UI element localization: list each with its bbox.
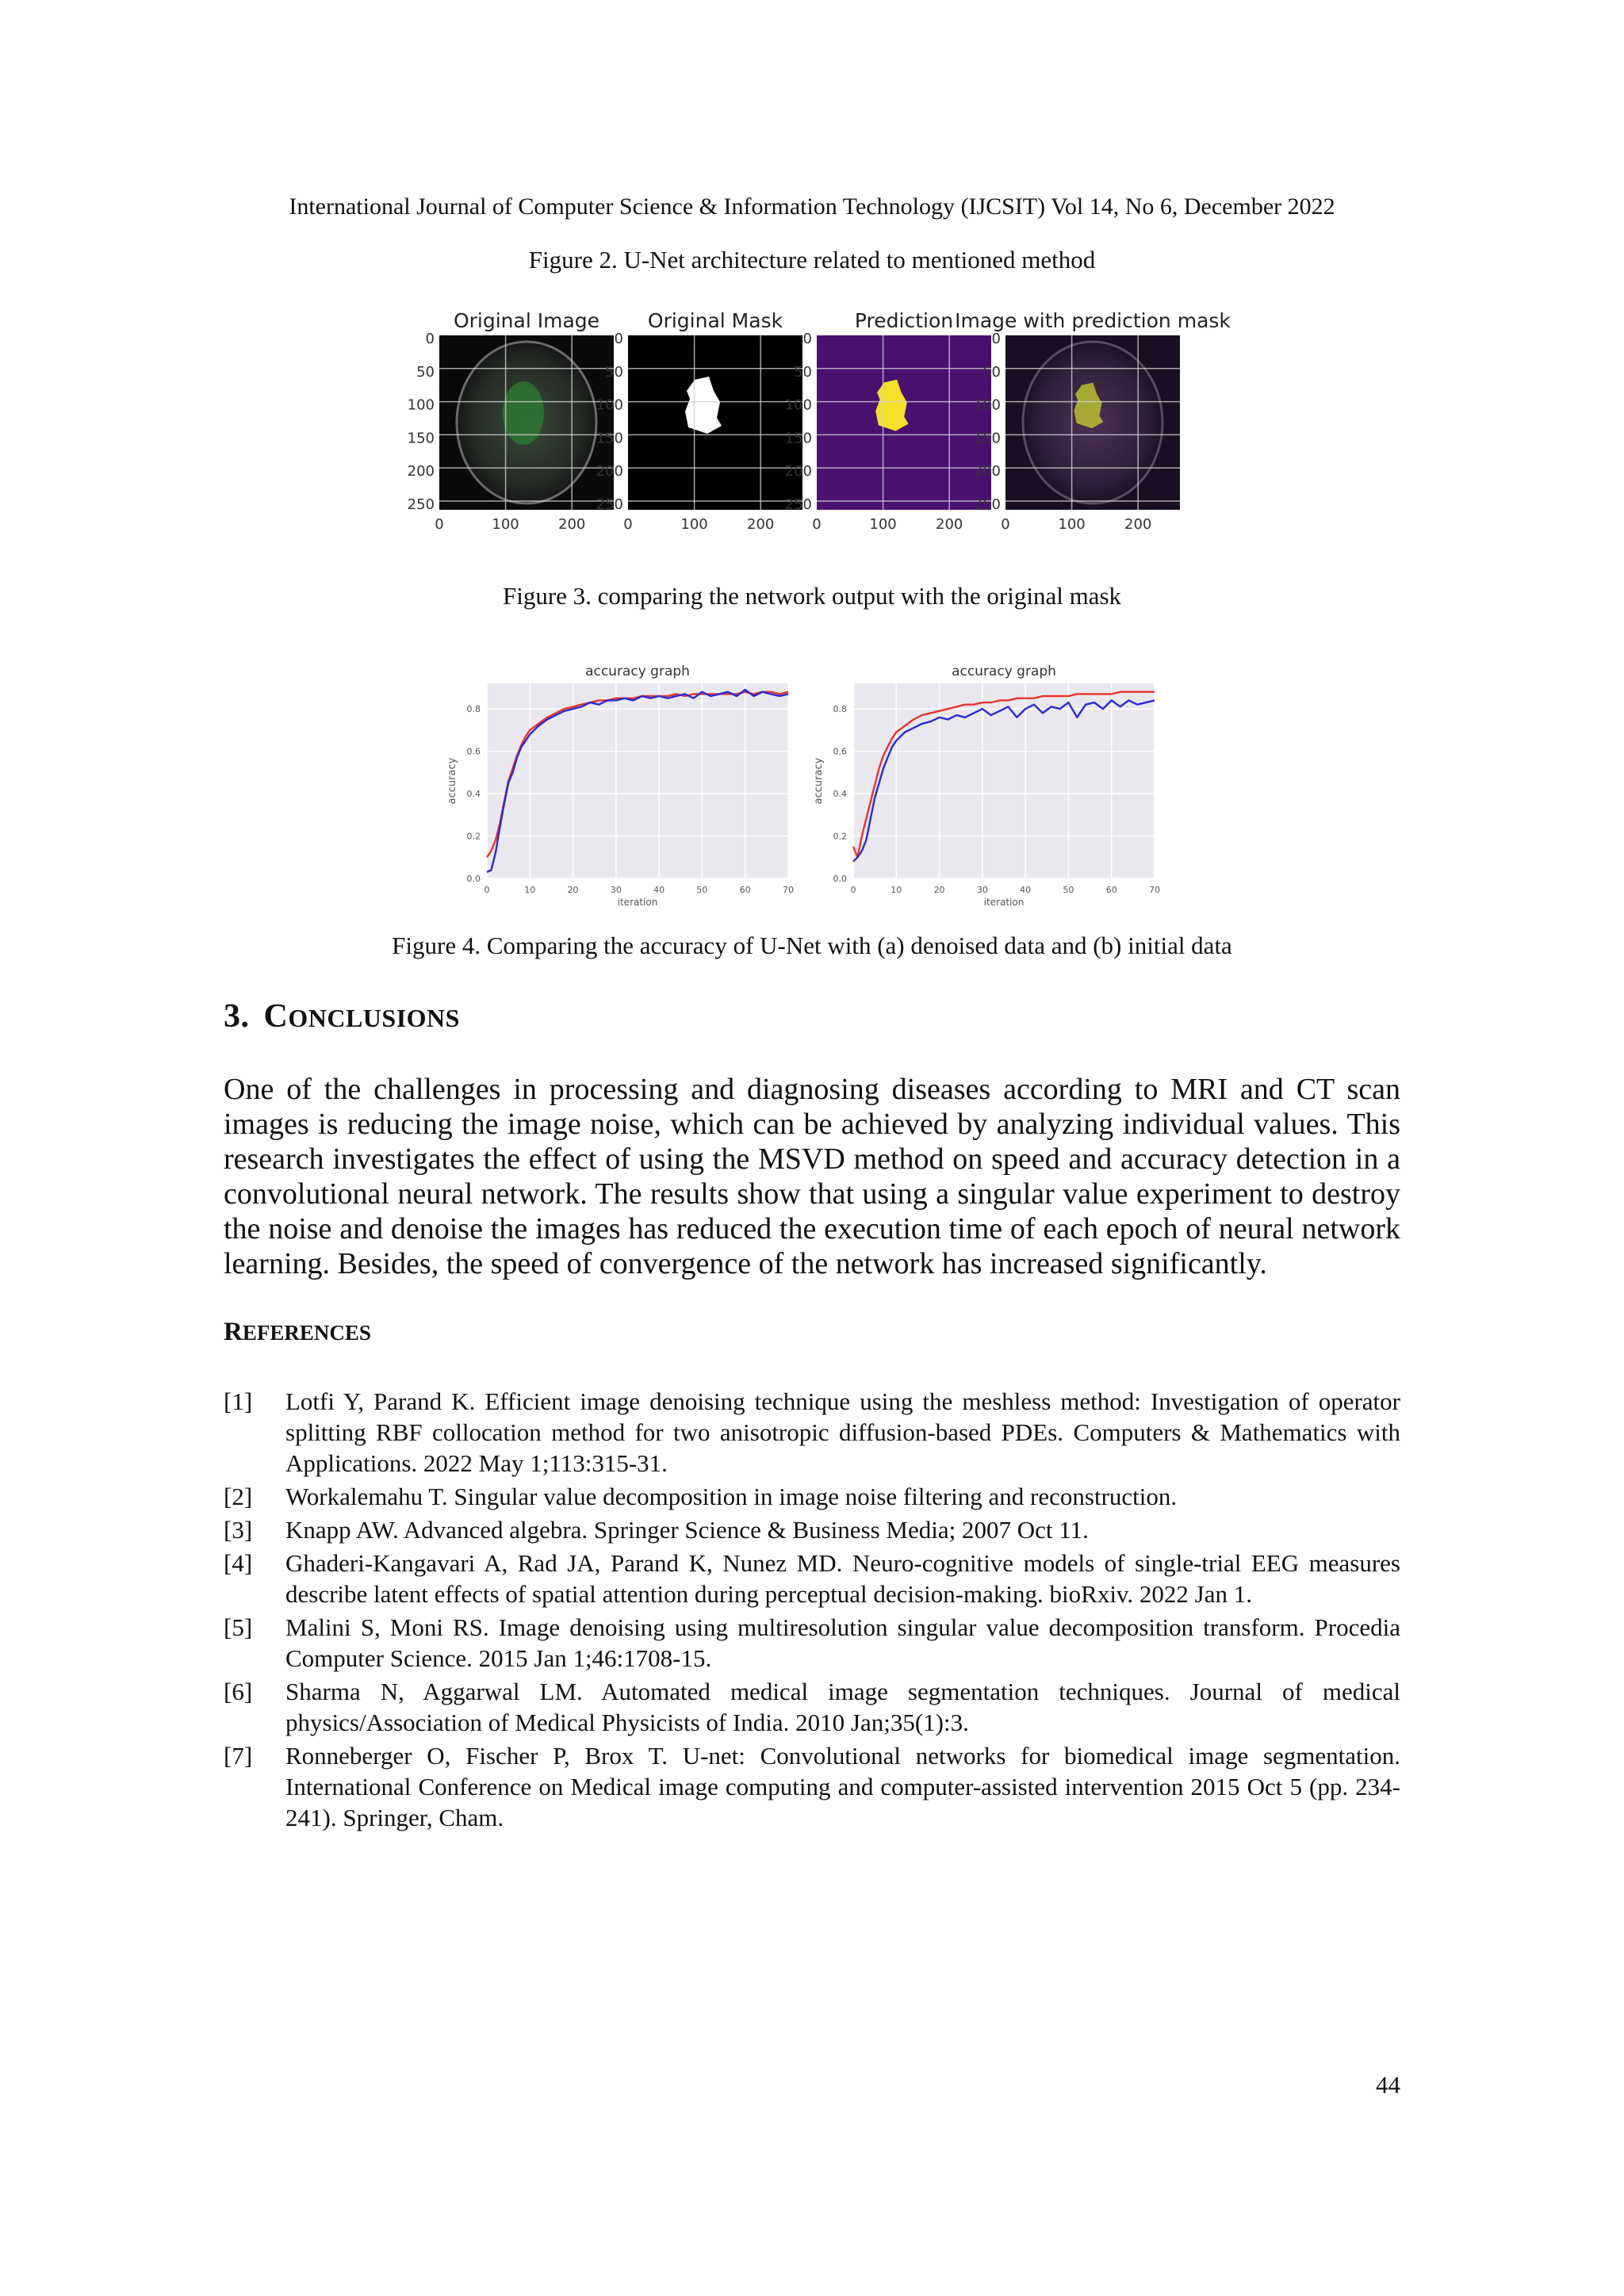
plot-area <box>487 683 788 878</box>
x-tick-label: 0 <box>435 516 444 533</box>
reference-item <box>224 1676 1400 1738</box>
y-tick-label: 0.4 <box>833 789 847 800</box>
y-axis-label: accuracy <box>813 757 825 805</box>
plot-area <box>853 683 1155 878</box>
y-tick-label: 150 <box>596 430 623 447</box>
y-tick-label: 0 <box>802 331 812 347</box>
x-tick-label: 200 <box>558 516 586 533</box>
y-tick-label: 50 <box>982 363 1001 381</box>
section-title-initial: C <box>263 998 289 1035</box>
y-tick-label: 250 <box>784 496 812 513</box>
figure3-panel <box>785 309 991 533</box>
y-tick-label: 50 <box>794 363 812 381</box>
reference-text: Malini S, Moni RS. Image denoising using multiresolution singular value decomposition transform. Procedia Computer Science. 2015 Jan 1;46:1708-15. <box>285 1613 1400 1672</box>
x-tick-label: 10 <box>524 885 536 895</box>
reference-text: Lotfi Y, Parand K. Efficient image denoising technique using the meshless method: Investigation of operator splitting RBF collocation method for two anisotropic diffusion-based PDEs. Computers & Mathematics with Applications. 2022 May 1;113:315-31. <box>285 1387 1400 1477</box>
section-title-rest: ONCLUSIONS <box>288 1004 460 1032</box>
y-tick-label: 0.2 <box>466 831 481 842</box>
y-tick-label: 150 <box>407 430 435 447</box>
y-tick-label: 0 <box>614 331 623 347</box>
figure3-caption: Figure 3. comparing the network output with the original mask <box>502 582 1122 610</box>
x-tick-label: 20 <box>567 885 579 895</box>
y-tick-label: 0.6 <box>833 746 847 757</box>
accuracy-chart-b <box>813 664 1160 908</box>
reference-number: [3] <box>224 1516 253 1544</box>
x-tick-label: 0 <box>484 885 490 895</box>
references-list <box>224 1386 1400 1835</box>
x-tick-label: 100 <box>1058 516 1086 533</box>
x-tick-label: 40 <box>653 885 665 895</box>
y-axis-label: accuracy <box>446 757 458 805</box>
reference-text: Ronneberger O, Fischer P, Brox T. U-net: Convolutional networks for biomedical image segmentation. International Conference on Medical image computing and computer-assisted intervention 2015 Oct 5 (pp. 234-241). Springer, Cham. <box>285 1742 1400 1831</box>
y-tick-label: 0.6 <box>466 746 481 757</box>
figure2-caption: Figure 2. U-Net architecture related to mentioned method <box>528 246 1096 274</box>
y-tick-label: 250 <box>596 496 623 513</box>
figure4-caption: Figure 4. Comparing the accuracy of U-Net with (a) denoised data and (b) initial data <box>392 932 1232 959</box>
figure4-charts <box>435 655 1164 916</box>
y-tick-label: 0 <box>991 331 1001 347</box>
x-tick-label: 0 <box>1001 516 1010 533</box>
y-tick-label: 100 <box>784 396 812 414</box>
x-tick-label: 30 <box>610 885 622 895</box>
x-tick-label: 100 <box>680 516 708 533</box>
reference-item <box>224 1548 1400 1609</box>
y-tick-label: 0.2 <box>833 831 847 842</box>
y-tick-label: 100 <box>973 396 1001 414</box>
panel-title: Original Image <box>453 309 600 332</box>
y-tick-label: 0.8 <box>833 704 847 715</box>
references-heading-rest: EFERENCES <box>242 1321 371 1345</box>
y-tick-label: 0.0 <box>466 874 481 884</box>
x-tick-label: 0 <box>623 516 633 533</box>
y-tick-label: 50 <box>416 363 435 381</box>
x-axis-label: iteration <box>617 897 658 908</box>
running-header: International Journal of Computer Science & Information Technology (IJCSIT) Vol 14, No 6, December 2022 <box>289 193 1335 220</box>
y-tick-label: 200 <box>973 463 1001 480</box>
figure3-panel <box>596 309 802 533</box>
reference-item <box>224 1612 1400 1674</box>
page-number: 44 <box>1376 2071 1400 2099</box>
x-tick-label: 200 <box>1124 516 1152 533</box>
x-axis-label: iteration <box>983 897 1025 908</box>
y-tick-label: 200 <box>784 463 812 480</box>
accuracy-chart-a <box>446 664 794 908</box>
x-tick-label: 10 <box>891 885 902 895</box>
x-tick-label: 50 <box>1063 885 1074 895</box>
y-tick-label: 100 <box>596 396 623 414</box>
x-tick-label: 50 <box>696 885 708 895</box>
x-tick-label: 20 <box>933 885 945 895</box>
x-tick-label: 0 <box>812 516 822 533</box>
chart-title: accuracy graph <box>585 664 690 679</box>
reference-item <box>224 1386 1400 1479</box>
panel-title: Prediction <box>854 309 954 332</box>
x-tick-label: 200 <box>936 516 963 533</box>
y-tick-label: 150 <box>784 430 812 447</box>
panel-title: Original Mask <box>647 309 783 332</box>
section-number: 3. <box>224 998 250 1035</box>
x-tick-label: 100 <box>492 516 519 533</box>
panel-title: Image with prediction mask <box>955 309 1231 332</box>
x-tick-label: 70 <box>783 885 794 895</box>
section-heading <box>224 997 460 1035</box>
x-tick-label: 60 <box>739 885 751 895</box>
y-tick-label: 0.0 <box>833 874 847 884</box>
reference-text: Ghaderi-Kangavari A, Rad JA, Parand K, Nunez MD. Neuro-cognitive models of single-trial EEG measures describe latent effects of spatial attention during perceptual decision-making. bioRxiv. 2022 Jan 1. <box>285 1549 1400 1608</box>
figure3-panel <box>955 309 1231 533</box>
reference-item <box>224 1514 1400 1545</box>
reference-item <box>224 1740 1400 1833</box>
y-tick-label: 100 <box>407 396 435 414</box>
x-tick-label: 0 <box>850 885 856 895</box>
x-tick-label: 200 <box>747 516 775 533</box>
references-heading <box>224 1318 371 1347</box>
x-tick-label: 70 <box>1149 885 1160 895</box>
reference-number: [6] <box>224 1678 253 1705</box>
reference-text: Knapp AW. Advanced algebra. Springer Science & Business Media; 2007 Oct 11. <box>285 1516 1089 1544</box>
y-tick-label: 50 <box>605 363 623 381</box>
reference-number: [2] <box>224 1483 253 1510</box>
y-tick-label: 250 <box>973 496 1001 513</box>
references-heading-initial: R <box>224 1318 243 1346</box>
reference-item <box>224 1481 1400 1512</box>
x-tick-label: 30 <box>976 885 988 895</box>
reference-text: Sharma N, Aggarwal LM. Automated medical image segmentation techniques. Journal of medical physics/Association of Medical Physicists of India. 2010 Jan;35(1):3. <box>285 1678 1400 1736</box>
chart-title: accuracy graph <box>952 664 1056 679</box>
figure3-panel <box>408 309 614 533</box>
figure3-panels <box>396 297 1237 543</box>
y-tick-label: 0 <box>425 331 435 347</box>
reference-number: [4] <box>224 1549 253 1577</box>
y-tick-label: 0.4 <box>466 789 481 800</box>
reference-text: Workalemahu T. Singular value decomposition in image noise filtering and reconstruction. <box>285 1483 1178 1510</box>
conclusions-paragraph: One of the challenges in processing and diagnosing diseases according to MRI and CT scan images is reducing the image noise, which can be achieved by analyzing individual values. This research investigates the effect of using the MSVD method on speed and accuracy detection in a convolutional neural network. The results show that using a singular value experiment to destroy the noise and denoise the images has reduced the execution time of each epoch of neural network learning. Besides, the speed of convergence of the network has increased significantly. <box>224 1073 1400 1280</box>
x-tick-label: 100 <box>869 516 897 533</box>
y-tick-label: 0.8 <box>466 704 481 715</box>
y-tick-label: 150 <box>973 430 1001 447</box>
reference-number: [5] <box>224 1613 253 1641</box>
y-tick-label: 200 <box>407 463 435 480</box>
x-tick-label: 40 <box>1020 885 1032 895</box>
x-tick-label: 60 <box>1105 885 1117 895</box>
reference-number: [1] <box>224 1387 253 1415</box>
y-tick-label: 200 <box>596 463 623 480</box>
y-tick-label: 250 <box>407 496 435 513</box>
reference-number: [7] <box>224 1742 253 1770</box>
